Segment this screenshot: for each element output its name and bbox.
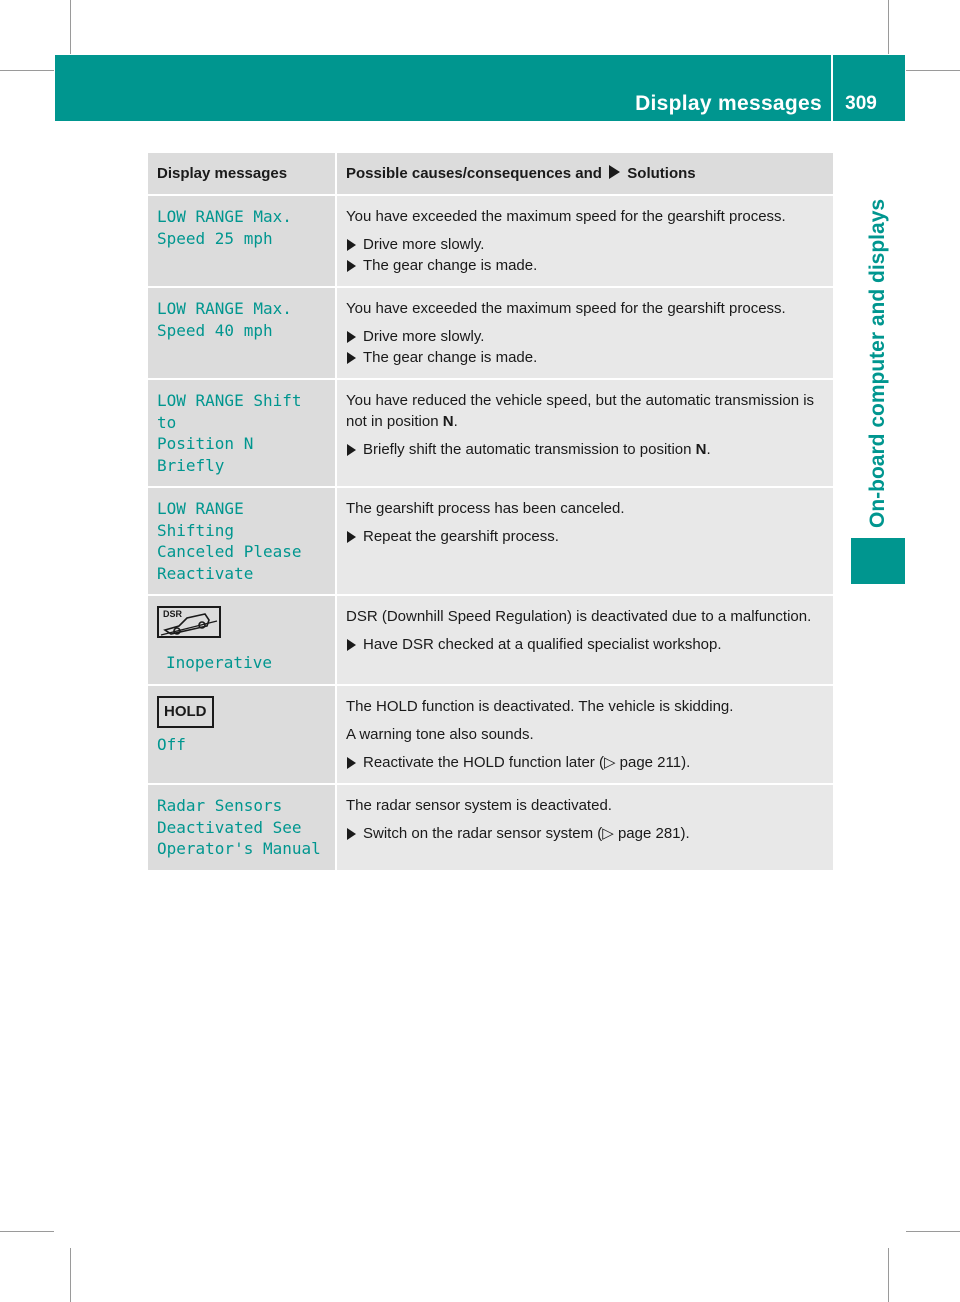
solution-step: Have DSR checked at a qualified specialist workshop. bbox=[346, 634, 827, 655]
table-row bbox=[148, 287, 833, 379]
cause-text: The radar sensor system is deactivated. bbox=[346, 797, 612, 814]
message-cell bbox=[148, 784, 336, 871]
display-messages-table bbox=[148, 153, 833, 872]
display-message: LOW RANGE Max. Speed 40 mph bbox=[157, 299, 292, 340]
crop-mark bbox=[906, 70, 960, 71]
solution-cell bbox=[336, 784, 833, 871]
solution-cell bbox=[336, 379, 833, 487]
table-row bbox=[148, 784, 833, 871]
cause-text: The HOLD function is deactivated. The vehicle is skidding. bbox=[346, 698, 734, 715]
solution-step: Repeat the gearshift process. bbox=[346, 526, 827, 547]
table-header-row bbox=[148, 153, 833, 195]
column-header-solutions-text: Solutions bbox=[627, 165, 696, 182]
step-result-text: The gear change is made. bbox=[363, 349, 538, 366]
page-number: 309 bbox=[845, 93, 877, 114]
message-cell bbox=[148, 287, 336, 379]
header-divider bbox=[831, 55, 833, 121]
display-message: LOW RANGE Max. Speed 25 mph bbox=[157, 207, 292, 248]
table-row bbox=[148, 595, 833, 685]
solution-cell bbox=[336, 195, 833, 287]
crop-mark bbox=[0, 1231, 54, 1232]
message-cell bbox=[148, 487, 336, 595]
cause-text-extra: A warning tone also sounds. bbox=[346, 726, 534, 743]
step-result-text: The gear change is made. bbox=[363, 257, 538, 274]
cause-text: You have reduced the vehicle speed, but the automatic transmission is not in position N. bbox=[346, 392, 815, 430]
display-message: LOW RANGE Shift to Position N Briefly bbox=[157, 391, 302, 475]
column-header-causes bbox=[336, 153, 833, 195]
solution-cell bbox=[336, 595, 833, 685]
table-row bbox=[148, 195, 833, 287]
solution-cell bbox=[336, 287, 833, 379]
solution-step: Briefly shift the automatic transmission to position N. bbox=[346, 439, 827, 460]
display-message: LOW RANGE Shifting Canceled Please Reactivate bbox=[157, 499, 302, 583]
cause-text: You have exceeded the maximum speed for the gearshift process. bbox=[346, 208, 786, 225]
cause-text: You have exceeded the maximum speed for the gearshift process. bbox=[346, 300, 786, 317]
message-cell bbox=[148, 685, 336, 784]
solution-step: Drive more slowly. bbox=[346, 326, 827, 347]
solution-step[interactable]: Reactivate the HOLD function later (▷ page 211). bbox=[346, 752, 827, 773]
solution-step-text: Briefly shift the automatic transmission to position bbox=[363, 441, 692, 458]
message-cell bbox=[148, 595, 336, 685]
column-header-causes-text: Possible causes/consequences and bbox=[346, 165, 602, 182]
solution-cell bbox=[336, 487, 833, 595]
solution-step[interactable]: Switch on the radar sensor system (▷ page 281). bbox=[346, 823, 827, 844]
message-cell bbox=[148, 195, 336, 287]
gear-position: N bbox=[695, 441, 707, 458]
step-result bbox=[346, 255, 827, 276]
solution-cell bbox=[336, 685, 833, 784]
side-tab-marker bbox=[851, 538, 905, 584]
display-message: Off bbox=[157, 735, 186, 754]
table-row bbox=[148, 685, 833, 784]
page-title: Display messages bbox=[635, 92, 822, 115]
solution-step: Drive more slowly. bbox=[346, 234, 827, 255]
crop-mark bbox=[70, 0, 71, 54]
dsr-downhill-icon bbox=[157, 606, 221, 638]
crop-mark bbox=[0, 70, 54, 71]
crop-mark bbox=[888, 1248, 889, 1302]
step-result bbox=[346, 347, 827, 368]
display-message: Inoperative bbox=[166, 653, 272, 672]
crop-mark bbox=[70, 1248, 71, 1302]
cause-text: DSR (Downhill Speed Regulation) is deactivated due to a malfunction. bbox=[346, 608, 812, 625]
cause-text-main: You have reduced the vehicle speed, but the automatic transmission is not in position bbox=[346, 392, 815, 430]
table-row bbox=[148, 379, 833, 487]
hold-badge: HOLD bbox=[157, 696, 214, 728]
cause-text: The gearshift process has been canceled. bbox=[346, 500, 625, 517]
column-header-messages: Display messages bbox=[148, 153, 336, 195]
message-cell bbox=[148, 379, 336, 487]
display-message: Radar Sensors Deactivated See Operator's Manual bbox=[157, 796, 321, 858]
dsr-icon-text: DSR bbox=[163, 609, 183, 619]
gear-position: N bbox=[442, 413, 454, 430]
crop-mark bbox=[888, 0, 889, 54]
table-row bbox=[148, 487, 833, 595]
side-tab-label: On-board computer and displays bbox=[866, 198, 889, 528]
crop-mark bbox=[906, 1231, 960, 1232]
arrow-right-icon bbox=[609, 165, 620, 179]
